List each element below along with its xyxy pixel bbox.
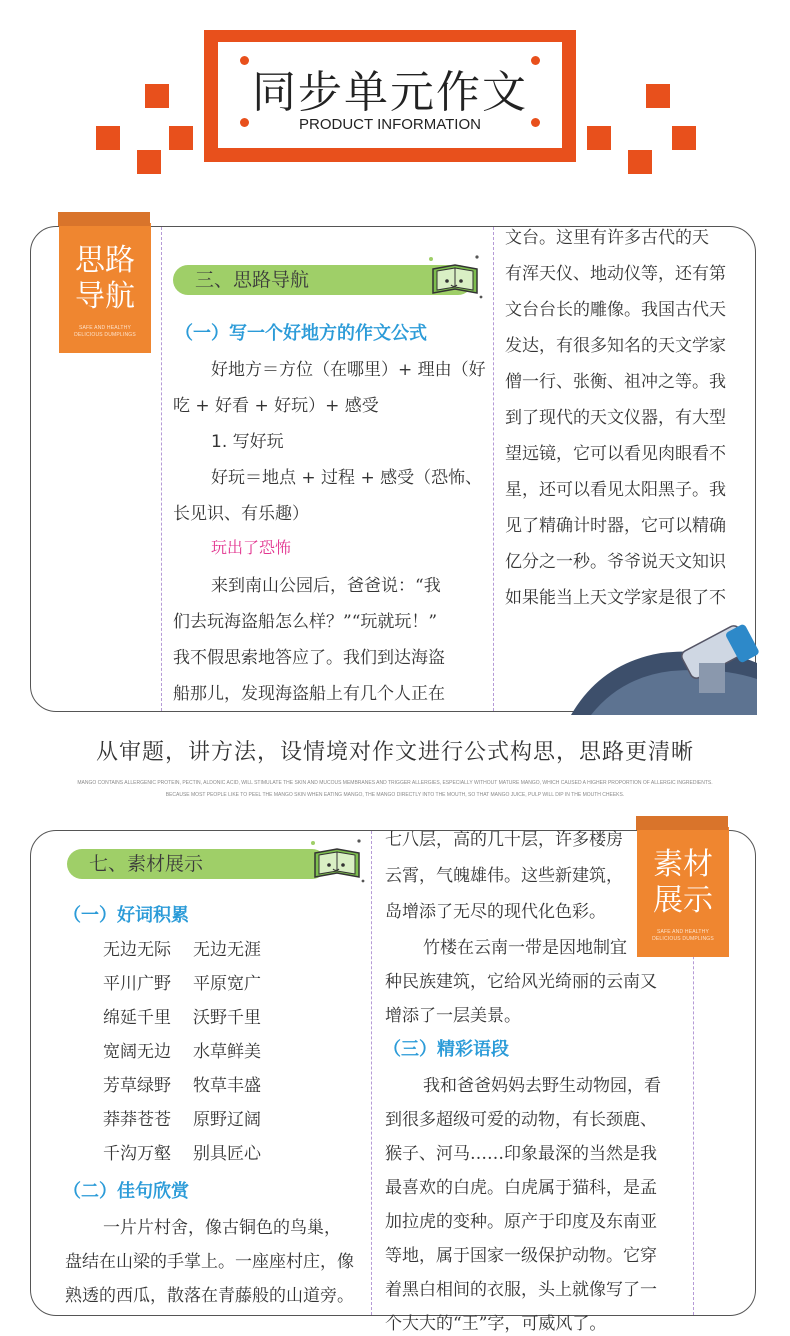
word-item: 平川广野 <box>103 974 171 994</box>
word-item: 绵延千里 <box>103 1008 171 1028</box>
panel-material-display <box>30 830 756 1334</box>
sentence-heading: （二）佳句欣赏 <box>63 1181 189 1202</box>
book-mascot-icon <box>307 835 367 887</box>
section-title-pill: 三、思路导航 <box>173 265 473 295</box>
text-line: 云霄，气魄雄伟。这些新建筑， <box>385 866 623 886</box>
pixel-deco <box>137 150 161 174</box>
header-frame <box>204 30 576 162</box>
word-item: 牧草丰盛 <box>193 1076 261 1096</box>
tag-small-text: DELICIOUS DUMPLINGS <box>74 332 136 338</box>
pixel-deco <box>169 126 193 150</box>
text-line: 七八层，高的几十层，许多楼房 <box>385 830 623 850</box>
text-line: 到了现代的天文仪器，有大型 <box>505 408 726 428</box>
text-line: 好地方＝方位（在哪里）+ 理由（好 <box>211 360 486 380</box>
word-item: 沃野千里 <box>193 1008 261 1028</box>
word-bank-heading: （一）好词积累 <box>63 905 189 926</box>
text-line: 望远镜，它可以看见肉眼看不 <box>505 444 726 464</box>
tag-title-line: 展示 <box>653 883 713 918</box>
text-line: 如果能当上天文学家是很了不 <box>505 588 726 608</box>
text-line: 竹楼在云南一带是因地制宜 <box>423 938 627 958</box>
tag-title-line: 素材 <box>653 847 713 882</box>
header-subtitle: PRODUCT INFORMATION <box>299 116 481 133</box>
tag-title-line: 导航 <box>75 279 135 314</box>
word-item: 无边无涯 <box>193 940 261 960</box>
pixel-deco <box>672 126 696 150</box>
tag-fold <box>58 212 150 226</box>
text-line: 们去玩海盗船怎么样？”“玩就玩！” <box>173 612 438 632</box>
text-line: 到很多超级可爱的动物，有长颈鹿、 <box>385 1110 657 1130</box>
text-line: 亿分之一秒。爷爷说天文知识 <box>505 552 726 572</box>
text-line: 吃 + 好看 + 好玩）+ 感受 <box>173 396 379 416</box>
text-line: 着黑白相间的衣服，头上就像写了一 <box>385 1280 657 1300</box>
text-line: 增添了一层美景。 <box>385 1006 521 1026</box>
text-line: 最喜欢的白虎。白虎属于猫科，是孟 <box>385 1178 657 1198</box>
tag-material-display <box>637 827 729 957</box>
word-item: 宽阔无边 <box>103 1042 171 1062</box>
text-line: 我和爸爸妈妈去野生动物园，看 <box>423 1076 661 1096</box>
paragraph-heading: （三）精彩语段 <box>383 1039 509 1060</box>
text-line: 猴子、河马……印象最深的当然是我 <box>385 1144 657 1164</box>
page-margin-line <box>161 227 162 711</box>
pixel-deco <box>628 150 652 174</box>
panel-outline-navigation <box>30 226 756 712</box>
text-line: 熟透的西瓜，散落在青藤般的山道旁。 <box>65 1286 354 1306</box>
text-line: 星，还可以看见太阳黑子。我 <box>505 480 726 500</box>
pixel-deco <box>587 126 611 150</box>
text-line: 文台台长的雕像。我国古代天 <box>505 300 726 320</box>
telescope-illustration <box>571 623 757 715</box>
pink-subheading: 玩出了恐怖 <box>211 538 292 557</box>
tag-small-text: DELICIOUS DUMPLINGS <box>652 936 714 942</box>
header-inner <box>218 42 562 148</box>
fine-print: BECAUSE MOST PEOPLE LIKE TO PEEL THE MANGO SKIN WHEN EATING MANGO, THE MANGO DIRECTLY INTO THE MOUTH, SO THAT MANGO JUICE, PULP WILL DIP IN THE MOUTH CHEEKS. <box>165 792 625 798</box>
tag-small-text: SAFE AND HEALTHY <box>656 929 709 935</box>
text-line: 文台。这里有许多古代的天 <box>505 228 709 248</box>
text-line: 船那儿，发现海盗船上有几个人正在 <box>173 684 445 704</box>
word-item: 千沟万壑 <box>103 1144 171 1164</box>
book-mascot-icon <box>425 251 485 303</box>
pixel-deco <box>145 84 169 108</box>
text-line: 等地，属于国家一级保护动物。它穿 <box>385 1246 657 1266</box>
word-item: 别具匠心 <box>193 1144 261 1164</box>
section-title-pill: 七、素材展示 <box>67 849 327 879</box>
text-line: 见了精确计时器，它可以精确 <box>505 516 726 536</box>
text-line: 来到南山公园后，爸爸说：“我 <box>211 576 441 596</box>
text-line: 我不假思索地答应了。我们到达海盗 <box>173 648 445 668</box>
text-line: 岛增添了无尽的现代化色彩。 <box>385 902 606 922</box>
tag-small-text: SAFE AND HEALTHY <box>78 325 131 331</box>
tag-outline-navigation <box>59 223 151 353</box>
word-item: 芳草绿野 <box>103 1076 171 1096</box>
text-line: 盘结在山梁的手掌上。一座座村庄，像 <box>65 1252 354 1272</box>
word-item: 无边无际 <box>103 940 171 960</box>
word-item: 水草鲜美 <box>193 1042 261 1062</box>
page-margin-line <box>493 227 494 711</box>
pixel-deco <box>646 84 670 108</box>
text-line: 1. 写好玩 <box>211 432 284 452</box>
text-line: 有浑天仪、地动仪等，还有第 <box>505 264 726 284</box>
word-item: 莽莽苍苍 <box>103 1110 171 1130</box>
text-line: 发达，有很多知名的天文学家 <box>505 336 726 356</box>
fine-print: MANGO CONTAINS ALLERGENIC PROTEIN, PECTIN, ALDONIC ACID, WILL STIMULATE THE SKIN AND MUCOUS MEMBRANES AND TRIGGER ALLERGIES, ESPECIALLY WITHOUT MATURE MANGO, WHICH CAUSED A HIGHER PROPORTION OF ALLERGIC INGREDIENTS. <box>77 780 713 786</box>
tag-fold <box>636 816 728 830</box>
word-item: 平原宽广 <box>193 974 261 994</box>
tag-title-line: 思路 <box>75 243 135 278</box>
header-title: 同步单元作文 <box>252 67 528 118</box>
formula-heading: （一）写一个好地方的作文公式 <box>175 323 427 344</box>
text-line: 一片片村舍，像古铜色的鸟巢， <box>103 1218 341 1238</box>
text-line: 个大大的“王”字，可威风了。 <box>385 1314 607 1334</box>
text-line: 种民族建筑，它给风光绮丽的云南又 <box>385 972 657 992</box>
page-margin-line <box>371 831 372 1315</box>
text-line: 僧一行、张衡、祖冲之等。我 <box>505 372 726 392</box>
text-line: 长见识、有乐趣） <box>173 504 309 524</box>
text-line: 加拉虎的变种。原产于印度及东南亚 <box>385 1212 657 1232</box>
word-item: 原野辽阔 <box>193 1110 261 1130</box>
text-line: 好玩＝地点 + 过程 + 感受（恐怖、 <box>211 468 483 488</box>
pixel-deco <box>96 126 120 150</box>
caption: 从审题，讲方法，设情境对作文进行公式构思，思路更清晰 <box>95 740 694 765</box>
